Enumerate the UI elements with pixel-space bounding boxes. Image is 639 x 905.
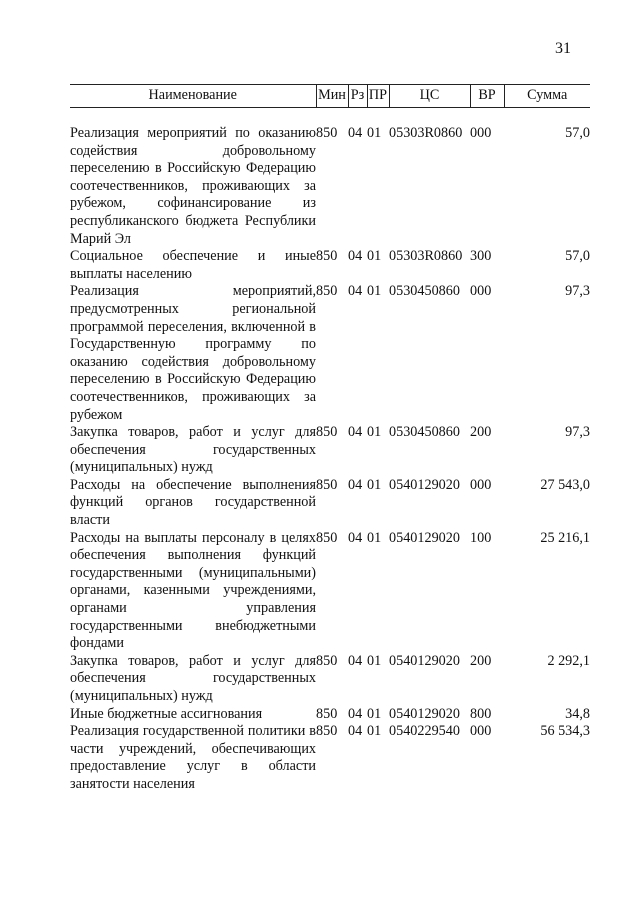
row-name: Реализация государственной политики в части учреждений, обеспечивающих предоставление услуг в области занятости населения: [70, 723, 316, 792]
row-rz: 04: [348, 705, 363, 722]
row-min: 850: [316, 723, 338, 740]
table-row: [70, 723, 590, 793]
row-sum: 34,8: [565, 705, 590, 722]
row-name: Реализация мероприятий по оказанию содействия добровольному переселению в Российскую Федерацию соотечественников, проживающих за рубежом, софинансирование из республиканского бюджета Республики Марий Эл: [70, 125, 316, 247]
row-sum: 97,3: [565, 424, 590, 441]
row-cs: 05303R0860: [389, 248, 463, 265]
table-row: [70, 530, 590, 653]
row-sum: 2 292,1: [547, 652, 590, 669]
budget-table: [70, 84, 590, 794]
header-pr: ПР: [367, 85, 389, 108]
row-sum: 57,0: [565, 248, 590, 265]
table-row: [70, 653, 590, 706]
table-row: [70, 108, 590, 249]
table-row: [70, 424, 590, 477]
page-number: 31: [555, 40, 571, 57]
row-pr: 01: [367, 125, 382, 141]
row-vr: 200: [470, 652, 492, 669]
row-cs: 0540229540: [389, 723, 460, 740]
row-vr: 000: [470, 476, 492, 493]
row-rz: 04: [348, 283, 363, 300]
row-pr: 01: [367, 283, 382, 300]
row-name: Расходы на выплаты персоналу в целях обеспечения выполнения функций государственными (муниципальными) органами, казенными учреждениями, органами управления государственными внебюджетными фондами: [70, 529, 316, 652]
row-rz: 04: [348, 476, 363, 493]
row-rz: 04: [348, 529, 363, 546]
row-min: 850: [316, 283, 338, 300]
row-pr: 01: [367, 652, 382, 669]
row-vr: 000: [470, 125, 492, 141]
row-min: 850: [316, 476, 338, 493]
row-rz: 04: [348, 424, 363, 441]
row-cs: 0540129020: [389, 652, 460, 669]
row-cs: 0540129020: [389, 705, 460, 722]
header-rz: Рз: [348, 85, 367, 108]
row-min: 850: [316, 424, 338, 441]
row-name: Иные бюджетные ассигнования: [70, 705, 263, 722]
row-rz: 04: [348, 723, 363, 740]
row-vr: 200: [470, 424, 492, 441]
row-min: 850: [316, 652, 338, 669]
row-cs: 0530450860: [389, 283, 460, 300]
row-rz: 04: [348, 125, 363, 141]
table-header-row: [70, 85, 590, 108]
row-name: Реализация мероприятий, предусмотренных региональной программой переселения, включенной в Государственную программу по оказанию содействия добровольному переселению в Российскую Федерацию соотечественников, проживающих за рубежом: [70, 283, 316, 423]
header-min: Мин: [316, 85, 348, 108]
row-vr: 300: [470, 248, 492, 265]
row-cs: 0540129020: [389, 529, 460, 546]
row-sum: 57,0: [565, 125, 590, 141]
table-row: [70, 477, 590, 530]
row-sum: 56 534,3: [540, 723, 590, 740]
row-pr: 01: [367, 705, 382, 722]
table-row: [70, 706, 590, 724]
row-rz: 04: [348, 248, 363, 265]
row-vr: 100: [470, 529, 492, 546]
row-pr: 01: [367, 529, 382, 546]
table-row: [70, 248, 590, 283]
row-pr: 01: [367, 248, 382, 265]
row-vr: 000: [470, 283, 492, 300]
row-sum: 27 543,0: [540, 476, 590, 493]
row-vr: 000: [470, 723, 492, 740]
row-min: 850: [316, 125, 338, 141]
row-cs: 05303R0860: [389, 125, 463, 141]
row-min: 850: [316, 705, 338, 722]
row-pr: 01: [367, 476, 382, 493]
row-vr: 800: [470, 705, 492, 722]
row-min: 850: [316, 248, 338, 265]
row-name: Закупка товаров, работ и услуг для обеспечения государственных (муниципальных) нужд: [70, 424, 316, 476]
table-row: [70, 283, 590, 424]
row-name: Социальное обеспечение и иные выплаты населению: [70, 248, 316, 282]
row-name: Расходы на обеспечение выполнения функций органов государственной власти: [70, 476, 316, 529]
row-pr: 01: [367, 723, 382, 740]
header-name: Наименование: [70, 85, 316, 108]
row-name: Закупка товаров, работ и услуг для обеспечения государственных (муниципальных) нужд: [70, 652, 316, 704]
row-sum: 97,3: [565, 283, 590, 300]
row-rz: 04: [348, 652, 363, 669]
row-sum: 25 216,1: [540, 529, 590, 546]
header-vr: ВР: [470, 85, 504, 108]
row-pr: 01: [367, 424, 382, 441]
row-cs: 0540129020: [389, 476, 460, 493]
header-cs: ЦС: [389, 85, 470, 108]
header-sum: Сумма: [504, 85, 590, 108]
row-min: 850: [316, 529, 338, 546]
row-cs: 0530450860: [389, 424, 460, 441]
